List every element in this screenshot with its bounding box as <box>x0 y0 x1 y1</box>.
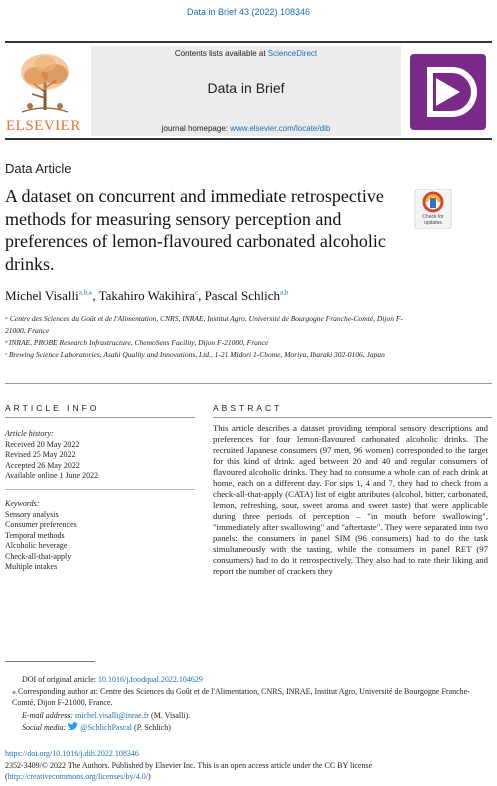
sciencedirect-link[interactable]: ScienceDirect <box>267 49 318 58</box>
keyword-item: Consumer preferences <box>5 520 77 529</box>
contents-available-line <box>91 49 401 58</box>
affiliation-c: ᶜ Brewing Science Laboratories, Asahi Quality and Innovations, Ltd., 1-21 Midori 1-Chome, Moriya, Ibaraki 302-0106, Japan <box>5 350 385 359</box>
keyword-item: Sensory analysis <box>5 509 59 519</box>
article-type: Data Article <box>5 161 72 176</box>
article-info-rule <box>5 417 195 418</box>
check-for-updates-label[interactable] <box>412 214 454 226</box>
article-title: A dataset on concurrent and immediate retrospective methods for measuring sensory perception and preferences of lemon-flavoured carbonated alcoholic drinks. <box>5 186 386 274</box>
license-text: 2352-3409/© 2022 The Authors. Published by Elsevier Inc. This is an open access article under the CC BY license ( <box>5 761 373 781</box>
journal-homepage-link[interactable]: www.elsevier.com/locate/dib <box>230 124 331 133</box>
author-name: Pascal Schlich <box>204 288 281 303</box>
abstract-rule <box>213 417 492 418</box>
data-in-brief-logo-icon <box>410 54 486 130</box>
author-list: Michel Visalli$^{a,b,⁎}$, Takahiro Wakihira$^c$, Pascal Schlich$^{a,b}$ <box>5 288 289 303</box>
elsevier-tree-logo-icon <box>12 48 78 116</box>
author-affiliation-marker[interactable]: a,b <box>280 288 289 297</box>
info-divider <box>5 489 195 490</box>
doi-original-prefix: DOI of original article: <box>22 675 98 684</box>
history-item: Received 20 May 2022 <box>5 439 80 449</box>
author-name: Takahiro Wakihira <box>98 288 195 303</box>
article-history <box>5 429 195 482</box>
social-media-link[interactable]: @SchlichPascal <box>80 723 133 732</box>
email-label: E-mail address: <box>22 711 76 720</box>
keywords-block <box>5 499 195 573</box>
abstract-text: This article describes a dataset providing temporal sensory descriptions and preferences for four lemon-flavoured carbonated alcoholic drinks. The recruited Japanese consumers (97 men, 96 women) corresponded to the target for this kind of drink: aged between 20 and 40 and regular consumers of flavoured alcoholic drinks. They had to consume a whole can of each drink at home, each on a different day. For sips 1, 4 and 7, they had to check from a check-all-that-apply (CATA) list of eight attributes (alcohol, bitter, carbonated, lemon, refreshing, sour, sweet aroma and sweet taste) that were applicable during three periods of perception – "in mouth before swallowing", "immediately after swallowing" and "aftertaste". They were separated into two panels: the consumers in panel SIM (96 consumers) had to do the task simultaneously with the tasting, while the consumers in panel RET (97 consumers) had to do it retrospectively. They also had to rate their liking and report the number of crackers they <box>213 423 488 576</box>
doi-original-link[interactable]: 10.1016/j.foodqual.2022.104629 <box>97 675 203 684</box>
history-item: Available online 1 June 2022 <box>5 471 99 480</box>
keyword-item: Check-all-that-apply <box>5 551 72 561</box>
keyword-item: Multiple intakes <box>5 562 58 571</box>
header-top-rule <box>5 41 492 43</box>
email-link[interactable]: michel.visalli@inrae.fr <box>75 711 150 720</box>
license-link[interactable]: http://creativecommons.org/licenses/by/4.0/ <box>7 772 148 781</box>
elsevier-wordmark: ELSEVIER <box>6 118 81 134</box>
journal-name: Data in Brief <box>207 80 285 96</box>
history-item: Accepted 26 May 2022 <box>5 460 80 470</box>
abstract-heading: ABSTRACT <box>213 403 283 413</box>
keyword-item: Alcoholic beverage <box>5 541 68 550</box>
license-end: ) <box>147 772 151 781</box>
affiliation-a: ᵃ Centre des Sciences du Goût et de l'Alimentation, CNRS, INRAE, Institut Agro, Université de Bourgogne Franche-Comté, Dijon F-21000, France <box>5 314 403 335</box>
author-name: Michel Visalli <box>5 288 79 303</box>
header-bottom-rule <box>5 138 492 140</box>
keyword-item: Temporal methods <box>5 530 65 540</box>
article-info-heading: ARTICLE INFO <box>5 403 100 413</box>
footnote-rule <box>5 661 95 662</box>
author-affiliation-marker[interactable]: a,b,⁎ <box>78 288 93 297</box>
author-affiliation-marker[interactable]: c <box>194 288 199 297</box>
email-suffix: (M. Visalli). <box>149 711 191 720</box>
email-footnote <box>22 710 497 721</box>
keywords-label: Keywords: <box>5 499 40 508</box>
contents-prefix: Contents lists available at <box>174 49 268 58</box>
social-suffix: (P. Schlich) <box>132 723 171 732</box>
social-label: Social media: <box>22 723 69 732</box>
social-media-footnote <box>22 722 497 733</box>
check-for-updates-line2: updates <box>424 220 442 226</box>
homepage-prefix: journal homepage: <box>161 124 231 133</box>
history-item: Revised 25 May 2022 <box>5 450 76 459</box>
affiliation-b: ᵇ INRAE, PROBE Research Infrastructure, ChemoSens Facility, Dijon F-21000, France <box>5 338 269 347</box>
section-separator <box>5 383 492 384</box>
doi-original-footnote <box>22 674 497 685</box>
corresponding-author-footnote: ⁎ Corresponding author at: Centre des Sciences du Goût et de l'Alimentation, CNRS, INRAE, Institut Agro, Université de Bourgogne Franche-Comté, Dijon F-21000, France. <box>12 687 470 707</box>
check-for-updates-line1: Check for <box>422 214 444 220</box>
article-doi-link[interactable]: https://doi.org/10.1016/j.dib.2022.108346 <box>5 749 139 758</box>
journal-citation-line[interactable]: Data in Brief 43 (2022) 108346 <box>186 7 311 17</box>
twitter-bird-icon <box>68 722 78 731</box>
journal-homepage-line <box>91 124 401 133</box>
history-label: Article history: <box>5 429 54 438</box>
license-statement <box>5 760 492 782</box>
